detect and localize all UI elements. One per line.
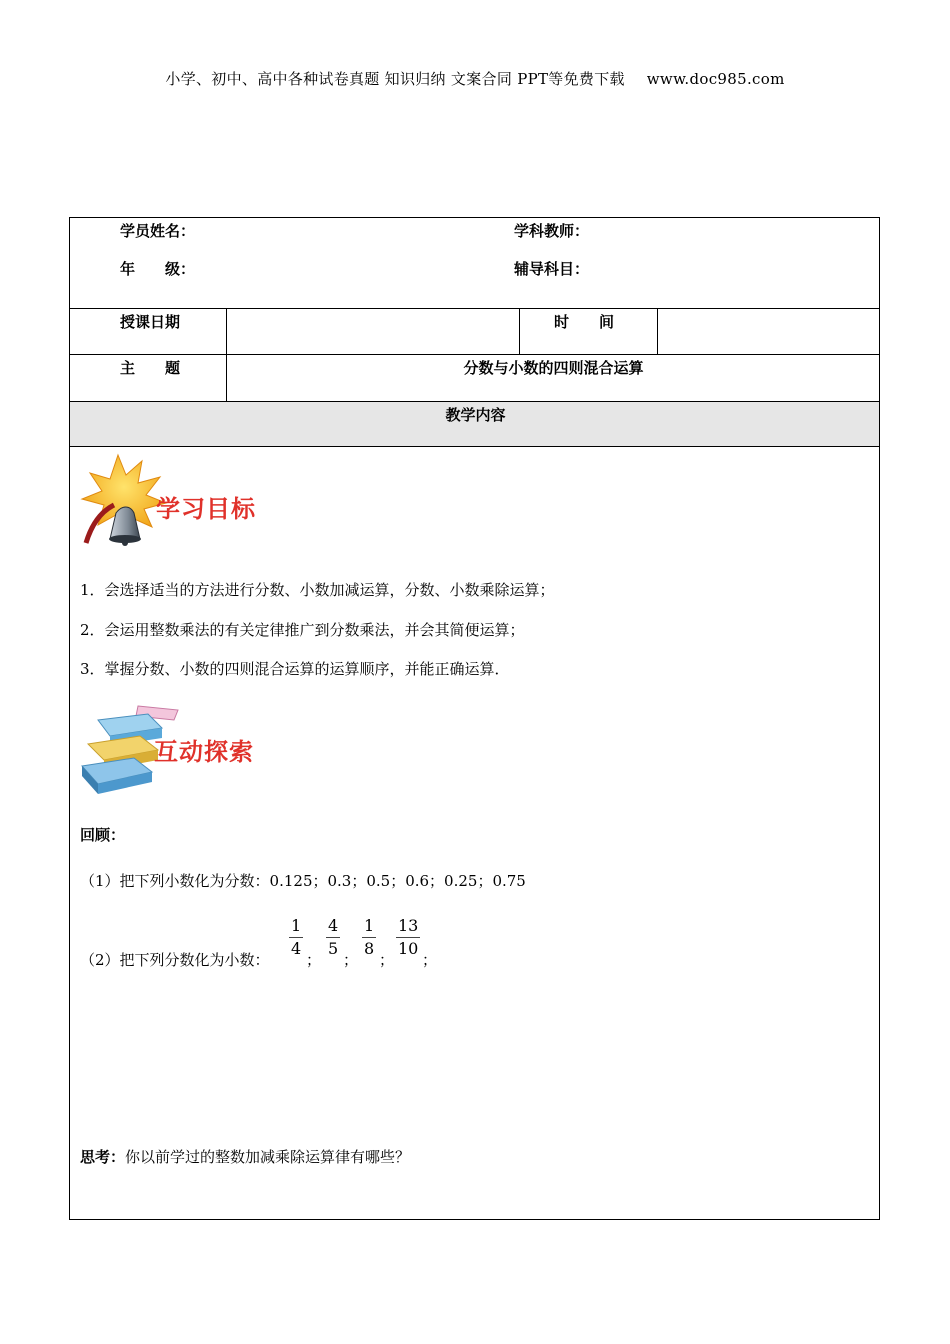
topic-value: 分数与小数的四则混合运算 bbox=[463, 359, 644, 377]
fraction-bar bbox=[362, 937, 376, 938]
content-header: 教学内容 bbox=[445, 406, 506, 424]
content-header-row bbox=[70, 402, 879, 447]
grade-label: 年 级： bbox=[120, 260, 196, 278]
explore-title: 互动探索 bbox=[154, 738, 254, 766]
header-left-text: 小学、初中、高中各种试卷真题 知识归纳 文案合同 PPT等免费下载 bbox=[165, 70, 625, 88]
teaching-content bbox=[70, 447, 879, 1219]
divider bbox=[519, 309, 520, 354]
topic-label: 主 题 bbox=[120, 359, 181, 377]
page-header bbox=[0, 68, 950, 89]
fraction-numerator: 1 bbox=[291, 916, 302, 935]
review-label: 回顾： bbox=[80, 826, 126, 844]
divider bbox=[226, 309, 227, 354]
goals-title: 学习目标 bbox=[156, 495, 256, 523]
fraction bbox=[362, 916, 376, 959]
fraction-bar bbox=[326, 937, 340, 938]
topic-row bbox=[70, 355, 879, 402]
goals-banner bbox=[76, 453, 266, 549]
fraction bbox=[326, 916, 340, 959]
fraction-numerator: 1 bbox=[364, 916, 375, 935]
fraction bbox=[289, 916, 303, 959]
separator: ； bbox=[379, 951, 395, 969]
time-label: 时 间 bbox=[554, 313, 615, 331]
date-time-row bbox=[70, 309, 879, 355]
date-label: 授课日期 bbox=[120, 313, 181, 331]
think-label: 思考： bbox=[80, 1148, 126, 1166]
teacher-label: 学科教师： bbox=[514, 222, 590, 240]
fraction-denominator: 5 bbox=[328, 939, 339, 958]
fraction-bar bbox=[396, 937, 420, 938]
student-info-row bbox=[70, 218, 879, 309]
fraction bbox=[396, 916, 420, 959]
think-text: 你以前学过的整数加减乘除运算律有哪些？ bbox=[125, 1148, 411, 1166]
fraction-numerator: 4 bbox=[328, 916, 339, 935]
fraction-denominator: 10 bbox=[398, 939, 419, 958]
separator: ； bbox=[306, 951, 322, 969]
header-url: www.doc985.com bbox=[646, 70, 785, 88]
subject-label: 辅导科目： bbox=[514, 260, 590, 278]
fraction-denominator: 4 bbox=[291, 939, 302, 958]
fraction-denominator: 8 bbox=[364, 939, 375, 958]
divider bbox=[657, 309, 658, 354]
goal-item: 2．会运用整数乘法的有关定律推广到分数乘法，并会其简便运算； bbox=[80, 621, 525, 639]
goal-item: 3．掌握分数、小数的四则混合运算的运算顺序，并能正确运算． bbox=[80, 660, 510, 678]
lesson-sheet bbox=[69, 217, 880, 1220]
question-1: （1）把下列小数化为分数：0.125；0.3；0.5；0.6；0.25；0.75 bbox=[80, 872, 526, 890]
think-prompt bbox=[80, 1146, 410, 1167]
goal-item: 1．会选择适当的方法进行分数、小数加减运算，分数、小数乘除运算； bbox=[80, 581, 555, 599]
student-name-label: 学员姓名： bbox=[120, 222, 196, 240]
fraction-bar bbox=[289, 937, 303, 938]
separator: ； bbox=[343, 951, 359, 969]
fraction-numerator: 13 bbox=[398, 916, 419, 935]
explore-banner bbox=[78, 702, 278, 797]
separator: ； bbox=[422, 951, 438, 969]
question-2: （2）把下列分数化为小数： bbox=[80, 951, 270, 969]
